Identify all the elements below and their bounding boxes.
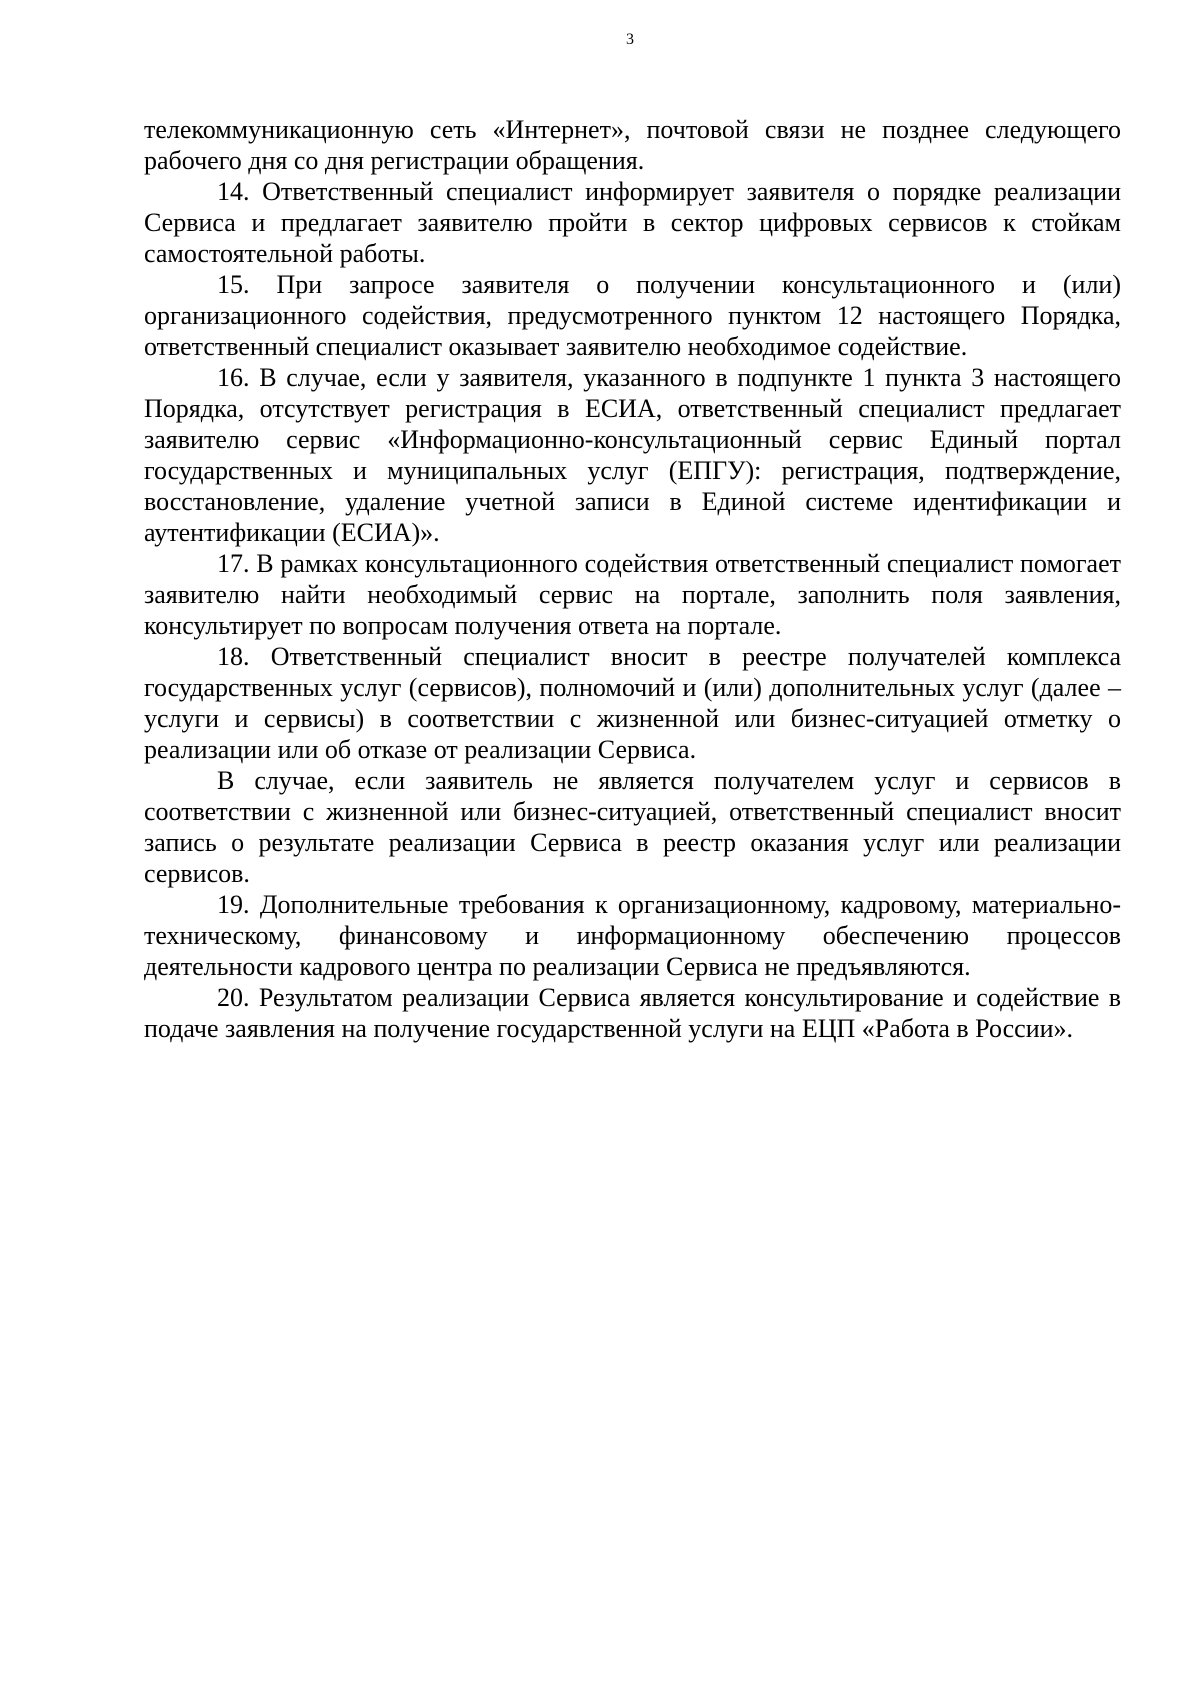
paragraph-continuation: телекоммуникационную сеть «Интернет», почтовой связи не позднее следующего рабочего дня со дня регистрации обращения. (144, 115, 1121, 175)
paragraph-item-14: 14. Ответственный специалист информирует заявителя о порядке реализации Сервиса и предлагает заявителю пройти в сектор цифровых сервисов к стойкам самостоятельной работы. (144, 177, 1121, 268)
document-body (144, 114, 1121, 1044)
paragraph-item-20: 20. Результатом реализации Сервиса является консультирование и содействие в подаче заявления на получение государственной услуги на ЕЦП «Работа в России». (144, 983, 1121, 1043)
paragraph-item-18-note: В случае, если заявитель не является получателем услуг и сервисов в соответствии с жизненной или бизнес-ситуацией, ответственный специалист вносит запись о результате реализации Сервиса в реестр оказания услуг или реализации сервисов. (144, 766, 1121, 888)
paragraph-item-18: 18. Ответственный специалист вносит в реестре получателей комплекса государственных услуг (сервисов), полномочий и (или) дополнительных услуг (далее – услуги и сервисы) в соответствии с жизненной или бизнес-ситуацией отметку о реализации или об отказе от реализации Сервиса. (144, 642, 1121, 764)
paragraph-item-16: 16. В случае, если у заявителя, указанного в подпункте 1 пункта 3 настоящего Порядка, отсутствует регистрация в ЕСИА, ответственный специалист предлагает заявителю сервис «Информационно-консультационный сервис Единый портал государственных и муниципальных услуг (ЕПГУ): регистрация, подтверждение, восстановление, удаление учетной записи в Единой системе идентификации и аутентификации (ЕСИА)». (144, 363, 1121, 547)
paragraph-item-17: 17. В рамках консультационного содействия ответственный специалист помогает заявителю найти необходимый сервис на портале, заполнить поля заявления, консультирует по вопросам получения ответа на портале. (144, 549, 1121, 640)
page-number: 3 (626, 31, 634, 48)
paragraph-item-19: 19. Дополнительные требования к организационному, кадровому, материально-техническому, финансовому и информационному обеспечению процессов деятельности кадрового центра по реализации Сервиса не предъявляются. (144, 890, 1121, 981)
paragraph-item-15: 15. При запросе заявителя о получении консультационного и (или) организационного содействия, предусмотренного пунктом 12 настоящего Порядка, ответственный специалист оказывает заявителю необходимое содействие. (144, 270, 1121, 361)
